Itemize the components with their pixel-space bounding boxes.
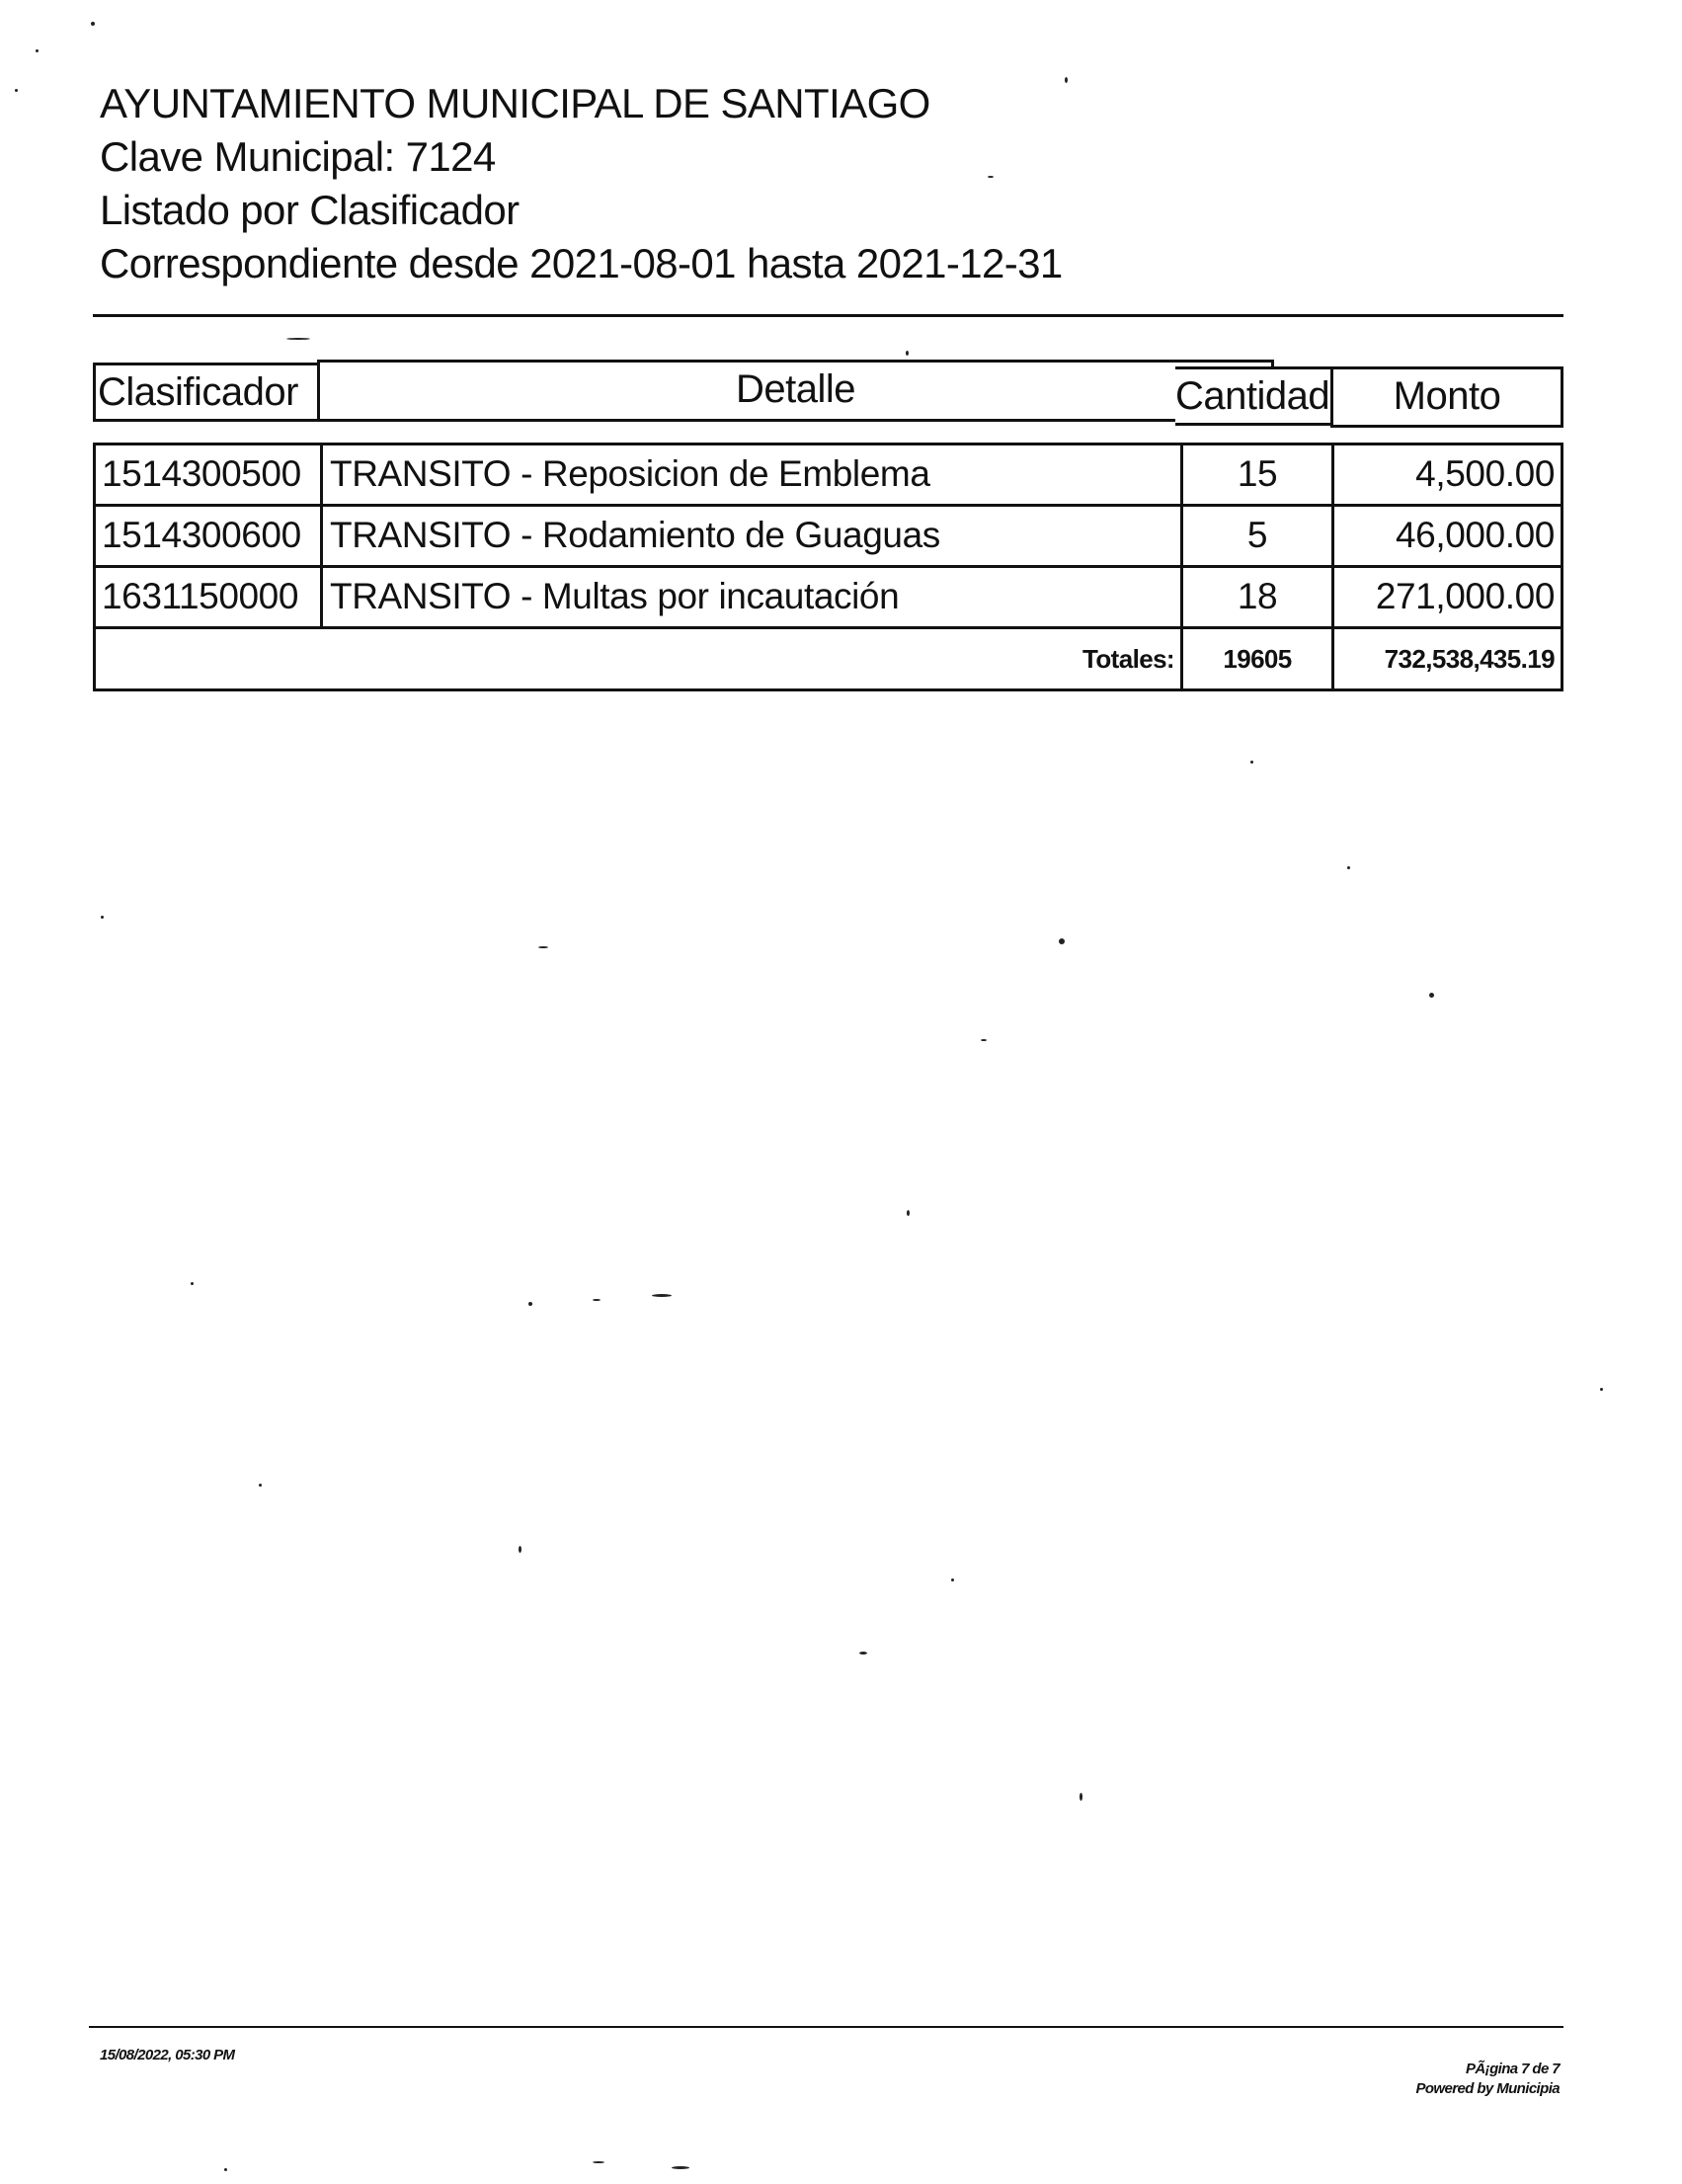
- cell-detalle: TRANSITO - Rodamiento de Guaguas: [323, 507, 1183, 565]
- column-header-monto: Monto: [1330, 366, 1563, 428]
- cell-cantidad: 15: [1183, 445, 1334, 504]
- cell-monto: 46,000.00: [1395, 515, 1555, 555]
- cell-monto: 4,500.00: [1415, 453, 1555, 494]
- table-row: [96, 568, 1561, 629]
- print-timestamp: 15/08/2022, 05:30 PM: [100, 2047, 235, 2063]
- scan-speck: [672, 2166, 689, 2169]
- column-header-cantidad: Cantidad: [1175, 366, 1333, 426]
- scan-speck: [1059, 938, 1065, 944]
- cell-cantidad: 5: [1183, 507, 1334, 565]
- scan-speck: [988, 176, 994, 178]
- scan-speck: [652, 1294, 672, 1297]
- header-divider: [93, 314, 1563, 317]
- scan-speck: [907, 1210, 910, 1216]
- municipal-code: Clave Municipal: 7124: [100, 133, 496, 180]
- scan-speck: [951, 1578, 954, 1581]
- report-title: Listado por Clasificador: [100, 187, 520, 233]
- scan-speck: [91, 22, 95, 26]
- scan-speck: [101, 916, 104, 919]
- page-number: PÃ¡gina 7 de 7: [1466, 2061, 1560, 2077]
- scan-speck: [1347, 866, 1350, 869]
- scan-speck: [1065, 77, 1068, 83]
- cell-detalle: TRANSITO - Reposicion de Emblema: [323, 445, 1183, 504]
- column-header-detalle: Detalle: [317, 360, 1274, 422]
- date-range: Correspondiente desde 2021-08-01 hasta 2021-12-31: [100, 240, 1063, 286]
- scan-speck: [528, 1302, 532, 1306]
- footer-divider: [89, 2026, 1563, 2028]
- cell-clasificador: 1514300500: [96, 445, 323, 504]
- scan-speck: [191, 1282, 194, 1285]
- scan-speck: [15, 89, 18, 92]
- totals-cantidad: 19605: [1183, 629, 1334, 688]
- scan-speck: [224, 2168, 227, 2171]
- scan-speck: [1250, 761, 1253, 764]
- scan-speck: [36, 49, 39, 52]
- cell-clasificador: 1514300600: [96, 507, 323, 565]
- table-header: [93, 363, 1563, 428]
- scan-speck: [906, 351, 909, 356]
- scan-speck: [593, 2161, 604, 2163]
- totals-label: Totales:: [96, 629, 1183, 688]
- footer-page-info: [1415, 2060, 1560, 2099]
- scan-speck: [859, 1652, 867, 1655]
- cell-monto: 271,000.00: [1375, 576, 1555, 616]
- scan-speck: [519, 1546, 521, 1553]
- table-row: [96, 445, 1561, 507]
- scan-speck: [286, 338, 310, 340]
- scan-speck: [1429, 993, 1434, 998]
- cell-cantidad: 18: [1183, 568, 1334, 626]
- table-row: [96, 507, 1561, 568]
- scan-speck: [593, 1299, 601, 1301]
- classifier-table: [93, 363, 1563, 674]
- powered-by: Powered by Municipia: [1415, 2080, 1560, 2097]
- cell-detalle: TRANSITO - Multas por incautación: [323, 568, 1183, 626]
- scan-speck: [538, 946, 548, 948]
- cell-clasificador: 1631150000: [96, 568, 323, 626]
- totals-row: [96, 629, 1561, 688]
- document-header: [100, 77, 1186, 290]
- municipality-title: AYUNTAMIENTO MUNICIPAL DE SANTIAGO: [100, 80, 930, 126]
- table-body: [93, 443, 1563, 691]
- totals-monto: 732,538,435.19: [1384, 644, 1555, 674]
- column-header-clasificador: Clasificador: [93, 363, 320, 422]
- scan-speck: [981, 1039, 987, 1041]
- scan-speck: [259, 1484, 262, 1487]
- scan-speck: [1080, 1793, 1082, 1801]
- scan-speck: [1600, 1388, 1603, 1391]
